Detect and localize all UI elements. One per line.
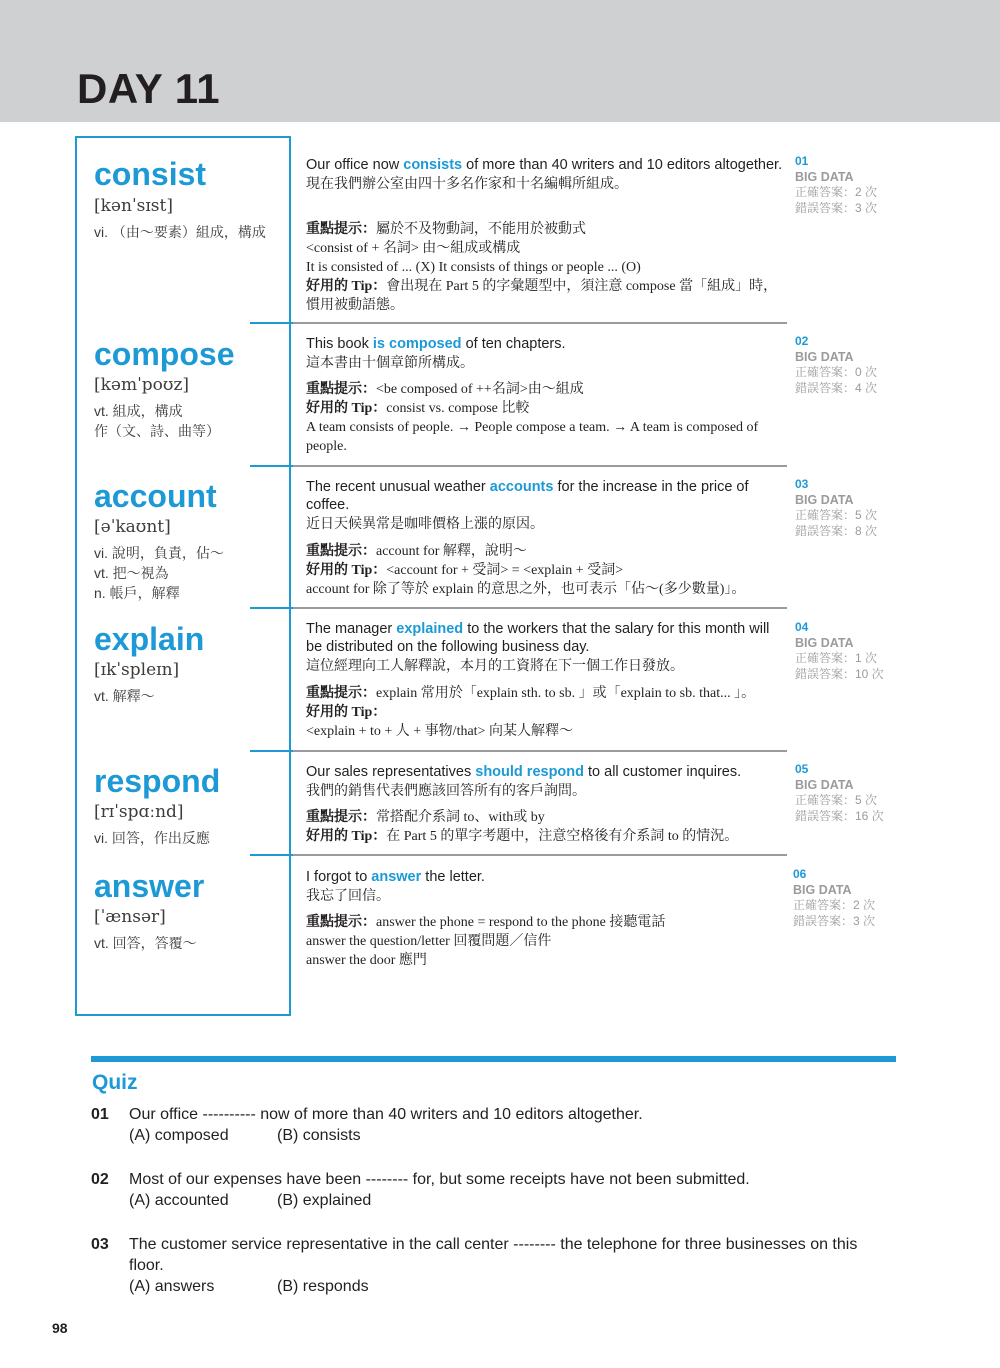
definition-line: vt. 回答，答覆～ <box>94 935 197 951</box>
big-data-number: 05 <box>795 762 809 776</box>
phonetic-transcription: [ɪkˈspleɪn] <box>94 660 180 680</box>
note-label: 重點提示： <box>306 686 376 701</box>
big-data-title: BIG DATA <box>795 492 854 507</box>
definition-list <box>94 828 210 848</box>
note-line <box>306 913 784 932</box>
option-b: (B) responds <box>277 1278 369 1295</box>
example-translation: 近日天候異常是咖啡價格上漲的原因。 <box>306 515 544 531</box>
example-translation: 這本書由十個章節所構成。 <box>306 354 474 370</box>
answer-options <box>129 1190 896 1211</box>
example-english <box>306 335 784 353</box>
big-data-number: 02 <box>795 334 809 348</box>
note-line <box>306 542 784 561</box>
note-text: <consist of + 名詞> 由～組成或構成 <box>306 241 521 256</box>
note-line <box>306 684 784 703</box>
note-text: explain 常用於「explain sth. to sb. 」或「explain to sb. that... 」。 <box>376 686 756 701</box>
definition-line: n. 帳戶，解釋 <box>94 585 180 601</box>
note-label: 好用的 Tip： <box>306 705 387 720</box>
wrong-count: 錯誤答案：3 次 <box>795 200 878 215</box>
big-data-title: BIG DATA <box>793 882 852 897</box>
question-text: Most of our expenses have been -------- for, but some receipts have not been submitted. <box>129 1171 750 1188</box>
wrong-count: 錯誤答案：3 次 <box>793 913 876 928</box>
note-line <box>306 418 784 456</box>
vocab-word: consist <box>94 156 207 192</box>
example-text: The recent unusual weather <box>306 479 490 495</box>
page-number: 98 <box>52 1320 68 1336</box>
example-text: for the increase in the price of coffee. <box>306 479 749 513</box>
note-text: consist vs. compose 比較 <box>386 401 530 416</box>
example-english <box>306 868 784 886</box>
usage-notes <box>306 808 784 846</box>
note-line <box>306 951 784 970</box>
entry-divider-gray <box>293 322 787 324</box>
vocab-word: explain <box>94 621 205 657</box>
quiz-divider <box>91 1056 896 1062</box>
example-translation: 我們的銷售代表們應該回答所有的客戶詢問。 <box>306 782 586 798</box>
big-data-number: 06 <box>793 867 807 881</box>
note-line <box>306 399 784 418</box>
phonetic-transcription: [əˈkaʊnt] <box>94 517 171 537</box>
definition-list <box>94 543 224 603</box>
entry-divider-blue <box>250 607 293 609</box>
quiz-title: Quiz <box>92 1071 138 1094</box>
example-text: the letter. <box>421 869 485 885</box>
note-line <box>306 722 784 741</box>
example-keyword: consists <box>403 157 463 173</box>
note-text: <be composed of ++名詞>由～組成 <box>376 382 584 397</box>
example-text: to all customer inquires. <box>584 764 742 780</box>
definition-list <box>94 401 220 441</box>
big-data-stats <box>795 154 915 216</box>
note-text: account for 除了等於 explain 的意思之外，也可表示「佔～(多少數量)」。 <box>306 582 746 597</box>
example-keyword: answer <box>371 869 422 885</box>
correct-count: 正確答案：5 次 <box>795 508 878 522</box>
example-text: Our office now <box>306 157 404 173</box>
note-line <box>306 220 784 239</box>
note-text: A team consists of people. → People compose a team. → A team is composed of people. <box>306 420 759 454</box>
note-label: 重點提示： <box>306 382 376 397</box>
definition-line: vi. 說明，負責，佔～ <box>94 545 224 561</box>
note-line <box>306 277 784 315</box>
big-data-title: BIG DATA <box>795 349 854 364</box>
note-text: 常搭配介系詞 to、with或 by <box>376 810 545 825</box>
wrong-count: 錯誤答案：4 次 <box>795 380 878 395</box>
example-translation: 我忘了回信。 <box>306 887 390 903</box>
usage-notes <box>306 380 784 456</box>
quiz-question <box>91 1104 896 1146</box>
note-line <box>306 561 784 580</box>
example-translation: 現在我們辦公室由四十多名作家和十名編輯所組成。 <box>306 175 628 191</box>
question-number: 03 <box>91 1236 109 1253</box>
note-line <box>306 380 784 399</box>
phonetic-transcription: [ˈænsər] <box>94 907 166 927</box>
example-sentence <box>306 156 784 192</box>
wrong-count: 錯誤答案：8 次 <box>795 523 878 538</box>
usage-notes <box>306 542 784 599</box>
example-english <box>306 156 784 174</box>
big-data-stats <box>793 867 913 929</box>
example-text: Our sales representatives <box>306 764 476 780</box>
correct-count: 正確答案：1 次 <box>795 651 878 665</box>
correct-count: 正確答案：0 次 <box>795 365 878 379</box>
note-label: 重點提示： <box>306 810 376 825</box>
entry-divider-gray <box>293 854 787 856</box>
definition-list <box>94 686 155 706</box>
definition-line: vt. 把～視為 <box>94 565 169 581</box>
note-label: 重點提示： <box>306 544 376 559</box>
big-data-title: BIG DATA <box>795 777 854 792</box>
note-text: 會出現在 Part 5 的字彙題型中，須注意 compose 當「組成」時，慣用被動語態。 <box>306 279 778 313</box>
big-data-number: 01 <box>795 154 809 168</box>
big-data-stats <box>795 334 915 396</box>
note-text: answer the phone = respond to the phone 接聽電話 <box>376 915 666 930</box>
note-label: 好用的 Tip： <box>306 829 387 844</box>
example-sentence <box>306 763 784 799</box>
definition-list <box>94 933 197 953</box>
example-text: to the workers that the salary for this month will be distributed on the following business day. <box>306 621 770 655</box>
example-sentence <box>306 478 784 532</box>
note-line <box>306 703 784 722</box>
example-text: I forgot to <box>306 869 372 885</box>
note-line <box>306 239 784 258</box>
phonetic-transcription: [kəmˈpoʊz] <box>94 375 190 395</box>
example-english <box>306 763 784 781</box>
note-text: It is consisted of ... (X) It consists of things or people ... (O) <box>306 260 641 275</box>
example-text: of more than 40 writers and 10 editors altogether. <box>462 157 783 173</box>
example-keyword: accounts <box>489 479 554 495</box>
big-data-stats <box>795 762 915 824</box>
question-number: 01 <box>91 1106 109 1123</box>
correct-count: 正確答案：5 次 <box>795 793 878 807</box>
question-number: 02 <box>91 1171 109 1188</box>
definition-line: vt. 組成，構成 <box>94 403 183 419</box>
entry-divider-gray <box>293 750 787 752</box>
option-a: (A) answers <box>129 1278 215 1295</box>
definition-line: vi. 回答，作出反應 <box>94 830 210 846</box>
wrong-count: 錯誤答案：10 次 <box>795 666 884 681</box>
note-text: <account for + 受詞> = <explain + 受詞> <box>386 563 624 578</box>
example-sentence <box>306 620 784 674</box>
big-data-title: BIG DATA <box>795 635 854 650</box>
usage-notes <box>306 913 784 970</box>
correct-count: 正確答案：2 次 <box>793 898 876 912</box>
vocab-word: compose <box>94 336 235 372</box>
big-data-title: BIG DATA <box>795 169 854 184</box>
note-label: 好用的 Tip： <box>306 279 387 294</box>
note-text: <explain + to + 人 + 事物/that> 向某人解釋～ <box>306 724 573 739</box>
page-title: DAY 11 <box>77 65 221 112</box>
entry-divider-blue <box>250 854 293 856</box>
answer-options <box>129 1276 896 1297</box>
note-text: 屬於不及物動詞，不能用於被動式 <box>376 222 586 237</box>
example-keyword: should respond <box>475 764 584 780</box>
example-text: of ten chapters. <box>461 336 566 352</box>
example-keyword: explained <box>396 621 464 637</box>
example-sentence <box>306 335 784 371</box>
entry-divider-gray <box>293 465 787 467</box>
phonetic-transcription: [kənˈsɪst] <box>94 196 173 216</box>
option-b: (B) explained <box>277 1192 372 1209</box>
option-a: (A) accounted <box>129 1192 229 1209</box>
note-line <box>306 932 784 951</box>
note-label: 好用的 Tip： <box>306 563 387 578</box>
usage-notes <box>306 220 784 315</box>
note-line <box>306 827 784 846</box>
answer-options <box>129 1125 896 1146</box>
definition-line: vi. （由～要素）組成，構成 <box>94 224 266 240</box>
vocab-word: account <box>94 478 217 514</box>
correct-count: 正確答案：2 次 <box>795 185 878 199</box>
big-data-stats <box>795 477 915 539</box>
entry-divider-blue <box>250 750 293 752</box>
definition-line: 作（文、詩、曲等） <box>94 423 220 439</box>
entry-divider-blue <box>250 322 293 324</box>
quiz-question <box>91 1234 896 1297</box>
option-b: (B) consists <box>277 1127 361 1144</box>
note-label: 重點提示： <box>306 915 376 930</box>
note-line <box>306 580 784 599</box>
entry-divider-blue <box>250 465 293 467</box>
question-text: The customer service representative in the call center -------- the telephone for three businesses on this floor. <box>129 1236 858 1274</box>
example-sentence <box>306 868 784 904</box>
example-text: This book <box>306 336 373 352</box>
big-data-number: 04 <box>795 620 809 634</box>
usage-notes <box>306 684 784 741</box>
vocab-word: respond <box>94 763 221 799</box>
wrong-count: 錯誤答案：16 次 <box>795 808 884 823</box>
quiz-question <box>91 1169 896 1211</box>
note-label: 好用的 Tip： <box>306 401 387 416</box>
note-line <box>306 808 784 827</box>
example-english <box>306 620 784 656</box>
note-label: 重點提示： <box>306 222 376 237</box>
definition-list <box>94 222 266 242</box>
example-text: The manager <box>306 621 397 637</box>
example-translation: 這位經理向工人解釋說，本月的工資將在下一個工作日發放。 <box>306 657 684 673</box>
note-line <box>306 258 784 277</box>
big-data-stats <box>795 620 915 682</box>
example-english <box>306 478 784 514</box>
note-text: 在 Part 5 的單字考題中，注意空格後有介系詞 to 的情況。 <box>386 829 739 844</box>
entry-divider-gray <box>293 607 787 609</box>
option-a: (A) composed <box>129 1127 229 1144</box>
example-keyword: is composed <box>372 336 462 352</box>
note-text: account for 解釋，說明～ <box>376 544 527 559</box>
phonetic-transcription: [rɪˈspɑːnd] <box>94 802 184 822</box>
note-text: answer the question/letter 回覆問題／信件 <box>306 934 552 949</box>
definition-line: vt. 解釋～ <box>94 688 155 704</box>
vocab-word: answer <box>94 868 205 904</box>
question-text: Our office ---------- now of more than 40 writers and 10 editors altogether. <box>129 1106 643 1123</box>
big-data-number: 03 <box>795 477 809 491</box>
note-text: answer the door 應門 <box>306 953 427 968</box>
